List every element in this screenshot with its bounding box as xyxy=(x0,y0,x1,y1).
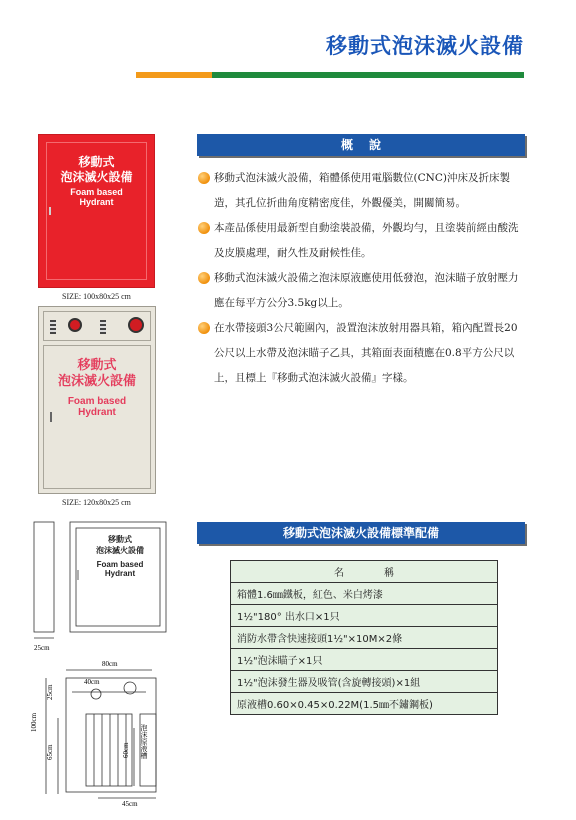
valve-knob-icon xyxy=(68,318,82,332)
page-title: 移動式泡沫滅火設備 xyxy=(326,34,524,58)
table-cell: 1½"180° 出水口×1只 xyxy=(231,605,498,627)
cabinet-label-en: Foam based Hydrant xyxy=(67,396,127,418)
bullet-icon xyxy=(198,222,210,234)
header-rule-orange xyxy=(136,72,212,78)
header-rule-green xyxy=(212,72,524,78)
table-row xyxy=(231,627,498,649)
vent-icon xyxy=(50,320,56,334)
overview-paragraph: 本產品係使用最新型自動塗裝設備，外觀均勻，且塗裝前經由酸洗及皮膜處理，耐久性及耐候性佳。 xyxy=(198,216,528,266)
dimension-label: 60cm xyxy=(122,742,130,758)
drawing-label-en: Foam based Hydrant xyxy=(96,560,144,578)
table-cell: 1½"泡沫發生器及吸管(含旋轉接頭)×1組 xyxy=(231,671,498,693)
red-cabinet-image xyxy=(38,134,155,288)
cabinet-label-en: Foam based Hydrant xyxy=(70,187,123,207)
tank-label: 泡沫原液槽 xyxy=(140,724,148,759)
alarm-bell-icon xyxy=(128,317,144,333)
table-row xyxy=(231,605,498,627)
size-label: SIZE: 100x80x25 cm xyxy=(62,292,131,301)
table-cell: 箱體1.6㎜鐵板，紅色、米白烤漆 xyxy=(231,583,498,605)
table-row xyxy=(231,649,498,671)
dimension-label: 100cm xyxy=(30,712,38,732)
vent-icon xyxy=(100,320,106,334)
dimension-label: 80cm xyxy=(102,660,118,668)
table-cell: 消防水帶含快速接頭1½"×10M×2條 xyxy=(231,627,498,649)
cabinet-label-zh: 移動式 泡沫滅火設備 xyxy=(57,358,136,389)
bullet-icon xyxy=(198,322,210,334)
beige-cabinet-image xyxy=(38,306,156,494)
cabinet-label-zh: 移動式 泡沫滅火設備 xyxy=(60,155,133,184)
standard-heading: 移動式泡沫滅火設備標準配備 xyxy=(197,522,525,544)
dimension-label: 40cm xyxy=(84,678,100,686)
table-header: 名稱 xyxy=(231,561,498,583)
table-cell: 1½"泡沫瞄子×1只 xyxy=(231,649,498,671)
drawing-label-zh: 移動式 泡沫滅火設備 xyxy=(96,535,144,555)
overview-heading: 概說 xyxy=(197,134,525,156)
dimension-label: 65cm xyxy=(46,744,54,760)
table-row xyxy=(231,583,498,605)
overview-paragraph: 移動式泡沫滅火設備，箱體係使用電腦數位(CNC)沖床及折床製造，其孔位折曲角度精密度佳，外觀優美，開關簡易。 xyxy=(198,166,528,216)
table-row xyxy=(231,671,498,693)
size-label: SIZE: 120x80x25 cm xyxy=(62,498,131,507)
side-view-outline xyxy=(34,522,54,632)
overview-paragraph: 移動式泡沫滅火設備之泡沫原液應使用低發泡，泡沫瞄子放射壓力應在每平方公分3.5kg以上。 xyxy=(198,266,528,316)
bullet-icon xyxy=(198,172,210,184)
overview-text xyxy=(198,166,528,391)
cabinet-top-panel xyxy=(43,311,151,341)
cabinet-door xyxy=(43,345,151,489)
cabinet-handle xyxy=(49,207,51,215)
table-cell: 原液槽0.60×0.45×0.22M(1.5㎜不鏽鋼板) xyxy=(231,693,498,715)
dimension-label: 25cm xyxy=(34,644,50,652)
table-row xyxy=(231,693,498,715)
bullet-icon xyxy=(198,272,210,284)
table-header-row xyxy=(231,561,498,583)
equipment-table xyxy=(230,560,498,715)
dimension-label: 45cm xyxy=(122,800,138,808)
overview-paragraph: 在水帶接頭3公尺範圍內，設置泡沫放射用器具箱，箱內配置長20公尺以上水帶及泡沫瞄子乙具，其箱面表面積應在0.8平方公尺以上，且標上『移動式泡沫滅火設備』字樣。 xyxy=(198,316,528,391)
dimension-label: 25cm xyxy=(46,684,54,700)
